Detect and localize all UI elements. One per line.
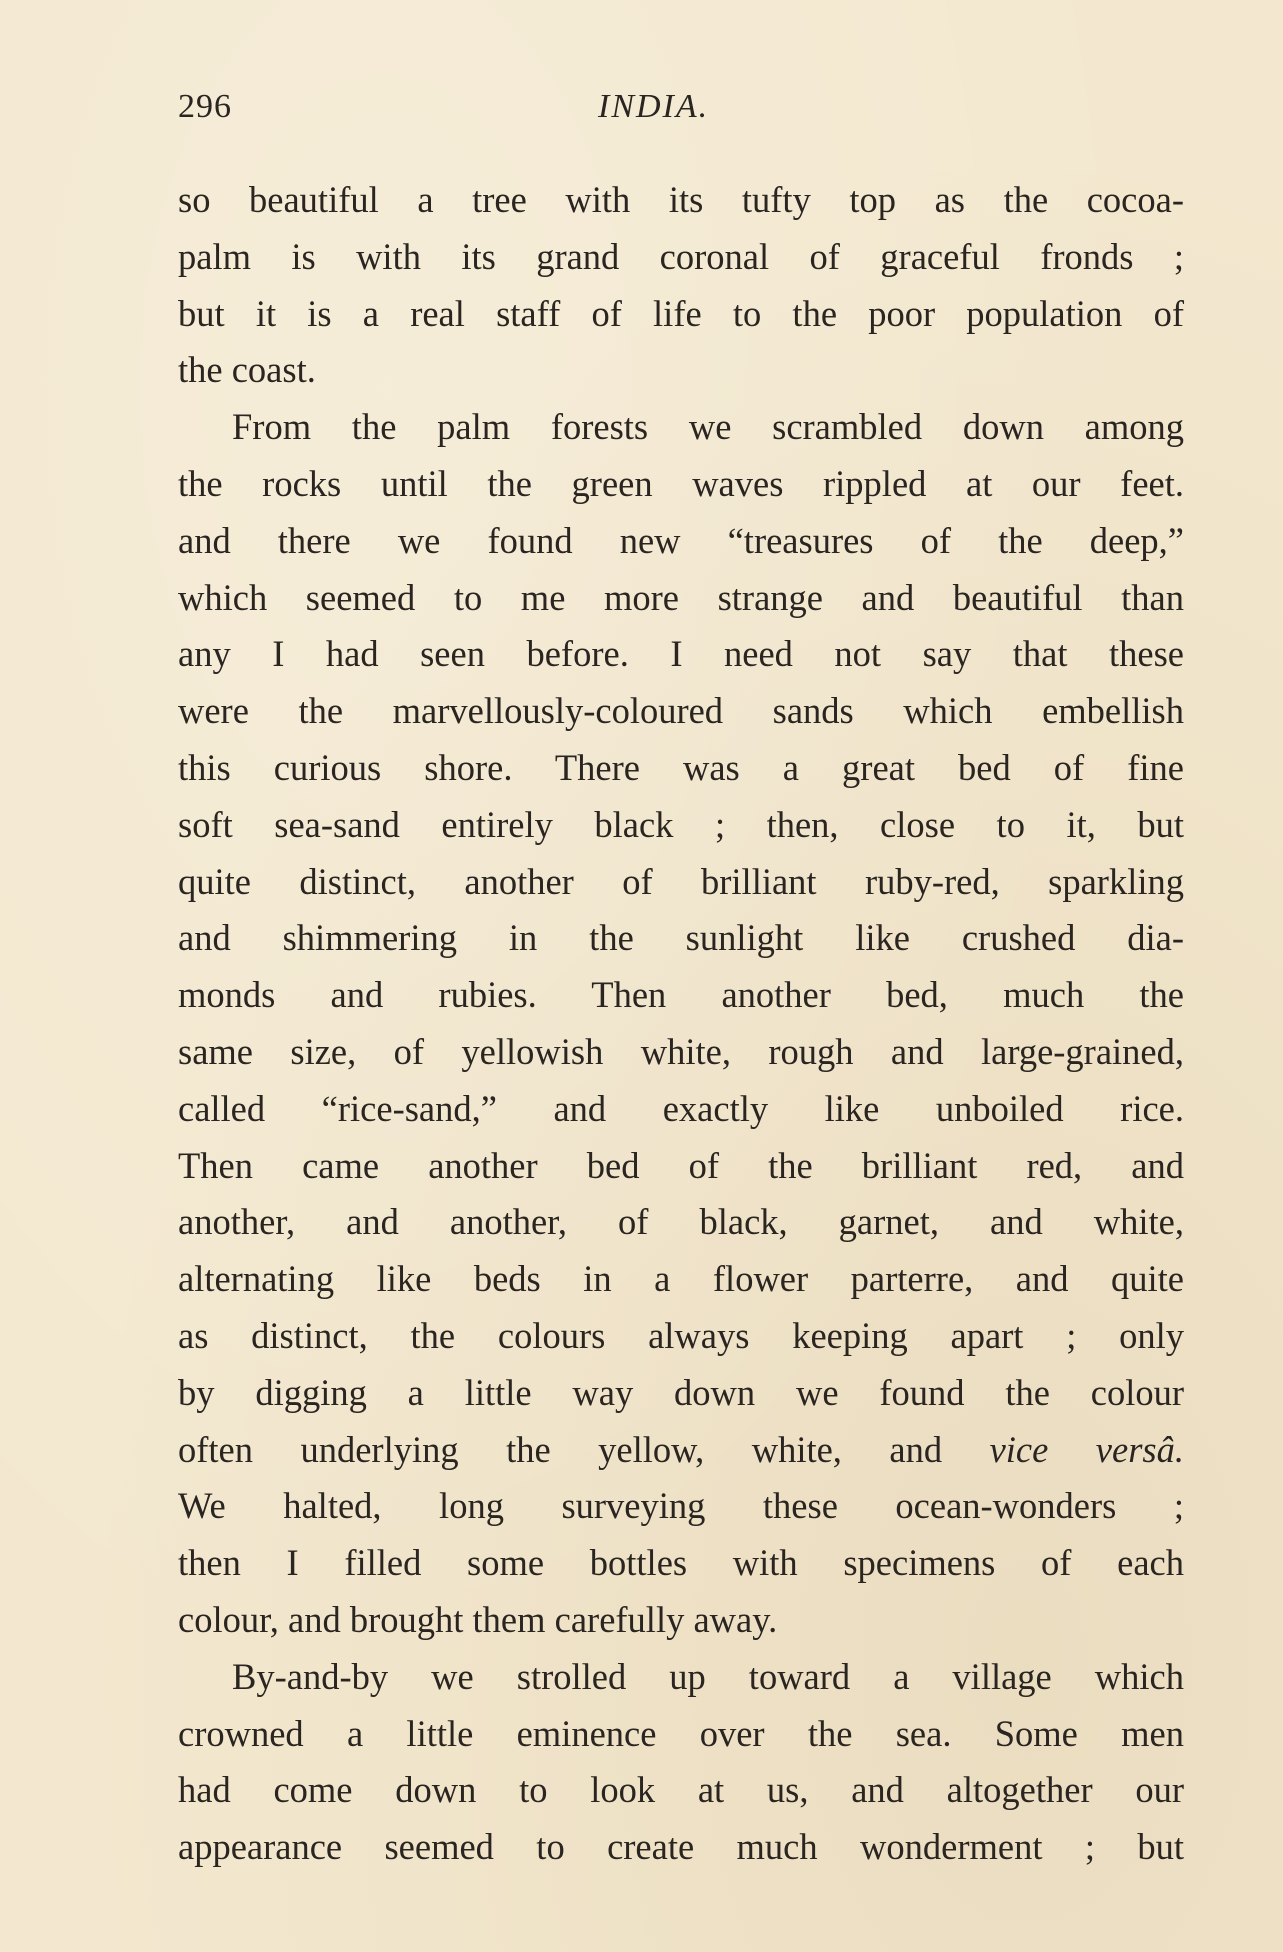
text-line: We halted, long surveying these ocean-wonders ; bbox=[178, 1485, 1184, 1527]
text-line: which seemed to me more strange and beautiful than bbox=[178, 576, 1184, 618]
running-head bbox=[178, 82, 1184, 132]
text-line: another, and another, of black, garnet, and white, bbox=[178, 1201, 1184, 1243]
text-line: alternating like beds in a flower parterre, and quite bbox=[178, 1258, 1184, 1300]
text-line: called “rice-sand,” and exactly like unboiled rice. bbox=[178, 1087, 1184, 1129]
text-line: were the marvellously-coloured sands which embellish bbox=[178, 690, 1184, 732]
text-line: the rocks until the green waves rippled at our feet. bbox=[178, 462, 1184, 504]
text-line: as distinct, the colours always keeping apart ; only bbox=[178, 1314, 1184, 1356]
text-line: quite distinct, another of brilliant ruby-red, sparkling bbox=[178, 860, 1184, 902]
text-line-with-italic bbox=[178, 1422, 1184, 1479]
text-line: monds and rubies. Then another bed, much the bbox=[178, 974, 1184, 1016]
text-fragment: often underlying the yellow, white, and bbox=[178, 1428, 990, 1470]
page-number: 296 bbox=[178, 88, 232, 125]
text-line: From the palm forests we scrambled down among bbox=[232, 406, 1184, 448]
text-line: by digging a little way down we found the colour bbox=[178, 1371, 1184, 1413]
text-line: and shimmering in the sunlight like crushed dia- bbox=[178, 917, 1184, 959]
text-line: soft sea-sand entirely black ; then, close to it, but bbox=[178, 803, 1184, 845]
text-line: any I had seen before. I need not say that these bbox=[178, 633, 1184, 675]
text-line: same size, of yellowish white, rough and large-grained, bbox=[178, 1030, 1184, 1072]
text-line: this curious shore. There was a great bed of fine bbox=[178, 746, 1184, 788]
text-line: By-and-by we strolled up toward a village which bbox=[232, 1655, 1184, 1697]
text-line: so beautiful a tree with its tufty top as the cocoa- bbox=[178, 179, 1184, 220]
text-line: crowned a little eminence over the sea. Some men bbox=[178, 1712, 1184, 1754]
text-line: had come down to look at us, and altogether our bbox=[178, 1769, 1184, 1811]
italic-phrase: vice versâ. bbox=[989, 1428, 1184, 1470]
running-title: INDIA. bbox=[598, 88, 710, 125]
text-line: colour, and brought them carefully away. bbox=[178, 1598, 778, 1640]
text-line: and there we found new “treasures of the deep,” bbox=[178, 519, 1184, 561]
body-text bbox=[178, 172, 1184, 1876]
text-line: palm is with its grand coronal of graceful fronds ; bbox=[178, 235, 1184, 277]
text-line: but it is a real staff of life to the poor population of bbox=[178, 292, 1184, 334]
text-line: appearance seemed to create much wonderment ; but bbox=[178, 1826, 1184, 1868]
text-line: Then came another bed of the brilliant red, and bbox=[178, 1144, 1184, 1186]
text-line: the coast. bbox=[178, 349, 316, 391]
text-line: then I filled some bottles with specimens of each bbox=[178, 1542, 1184, 1584]
